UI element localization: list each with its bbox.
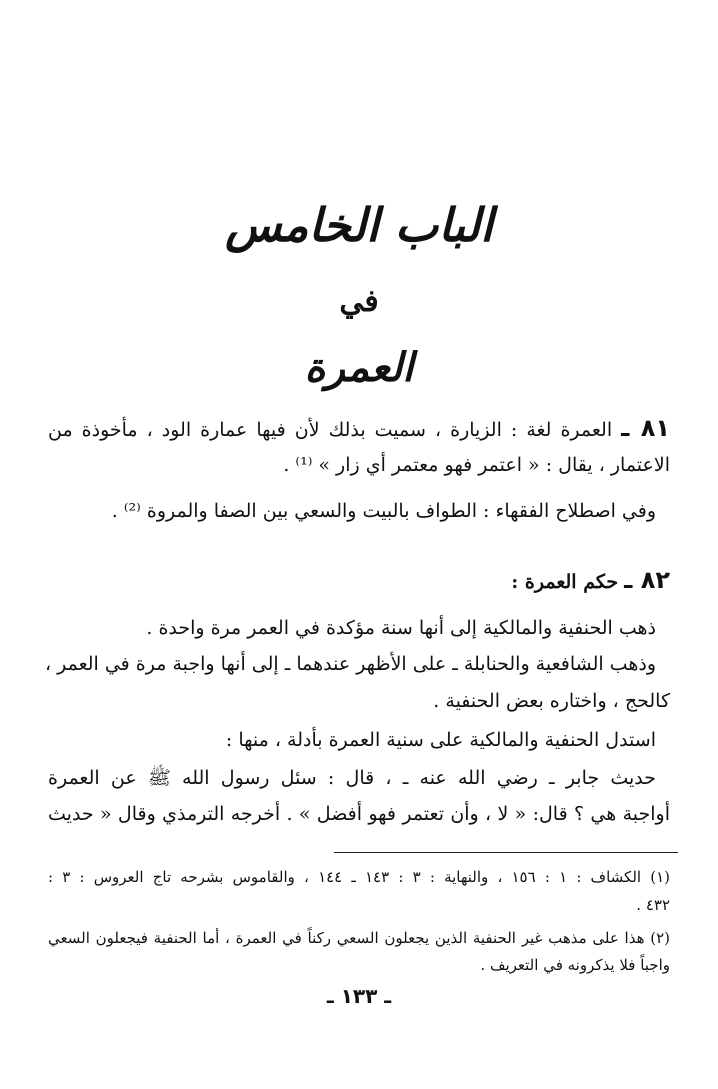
section-82-line-1: ذهب الحنفية والمالكية إلى أنها سنة مؤكدة في العمر مرة واحدة .	[146, 617, 656, 639]
footnote-divider	[334, 852, 678, 853]
section-82-line-3: كالحج ، واختاره بعض الحنفية .	[433, 690, 670, 712]
chapter-preposition: في	[339, 284, 379, 319]
section-82-heading	[48, 566, 670, 596]
footnote-2-line-1: (٢) هذا على مذهب غير الحنفية الذين يجعلون السعي ركناً في العمرة ، أما الحنفية فيجعلون السعي	[48, 929, 670, 947]
section-82-number: ٨٢ ـ	[624, 566, 670, 594]
section-82-line-6: أواجبة هي ؟ قال: « لا ، وأن تعتمر فهو أفضل » . أخرجه الترمذي وقال « حديث	[48, 803, 670, 825]
footnote-1-line-1: (١) الكشاف : ١ : ١٥٦ ، والنهاية : ٣ : ١٤٣ ـ ١٤٤ ، والقاموس بشرحه تاج العروس : ٣ :	[48, 868, 671, 886]
chapter-title: الباب الخامس	[225, 198, 493, 252]
section-82-line-5: حديث جابر ـ رضي الله عنه ـ ، قال : سئل رسول الله ﷺ عن العمرة	[48, 767, 656, 789]
section-81-line-1	[48, 414, 670, 444]
footnote-2-line-2: واجباً فلا يذكرونه في التعريف .	[480, 956, 670, 974]
section-81-number: ٨١ ـ	[621, 414, 671, 442]
section-81-text-1: العمرة لغة : الزيارة ، سميت بذلك لأن فيها عمارة الود ، مأخوذة من	[48, 419, 613, 441]
page-number: ـ ١٣٣ ـ	[326, 984, 392, 1008]
section-81-line-2: الاعتمار ، يقال : « اعتمر فهو معتمر أي زار » ⁽¹⁾ .	[283, 454, 670, 476]
section-81-line-3: وفي اصطلاح الفقهاء : الطواف بالبيت والسعي بين الصفا والمروة ⁽²⁾ .	[111, 500, 656, 522]
footnote-1-line-2: ٤٣٢ .	[636, 896, 670, 914]
section-82-line-4: استدل الحنفية والمالكية على سنية العمرة بأدلة ، منها :	[225, 729, 656, 751]
section-82-line-2: وذهب الشافعية والحنابلة ـ على الأظهر عندهما ـ إلى أنها واجبة مرة في العمر ،	[44, 653, 656, 675]
chapter-subject: العمرة	[304, 344, 414, 391]
section-82-title: حكم العمرة :	[511, 571, 619, 593]
